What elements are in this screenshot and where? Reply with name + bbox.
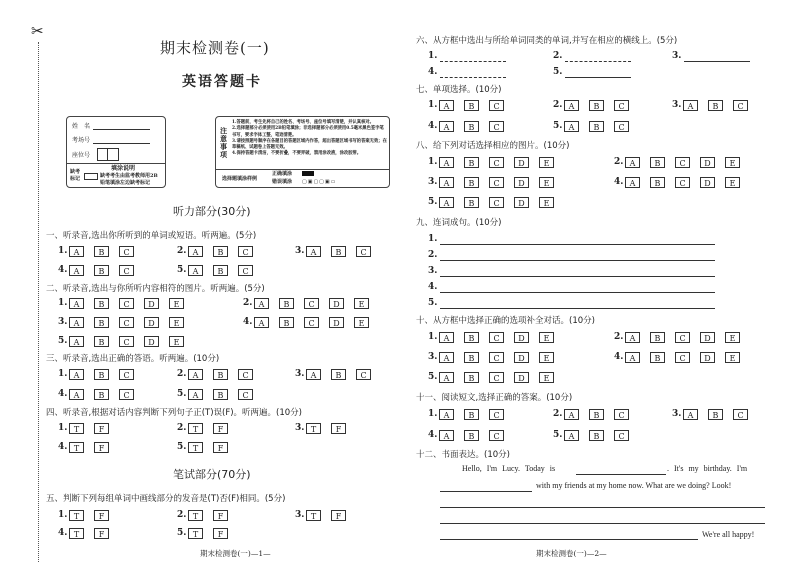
question-number: 5.: [177, 389, 187, 399]
answer-blank[interactable]: [565, 77, 631, 78]
answer-option-d[interactable]: D: [514, 332, 529, 343]
answer-option-b[interactable]: B: [331, 369, 346, 380]
answer-option-b[interactable]: B: [464, 100, 479, 111]
answer-option-d[interactable]: D: [514, 177, 529, 188]
question-number: 4.: [614, 352, 624, 362]
answer-option-a[interactable]: A: [439, 372, 454, 383]
answer-option-b[interactable]: B: [650, 352, 665, 363]
answer-option-b[interactable]: B: [213, 369, 228, 380]
writing-text-1a: Hello, I'm Lucy. Today is: [462, 464, 556, 473]
answer-option-d[interactable]: D: [329, 298, 344, 309]
answer-option-a[interactable]: A: [439, 352, 454, 363]
scissors-icon: ✂: [31, 22, 44, 40]
answer-option-e[interactable]: E: [725, 177, 740, 188]
writing-line-5[interactable]: [440, 539, 698, 540]
question-number: 2.: [177, 246, 187, 256]
answer-option-a[interactable]: A: [188, 369, 203, 380]
exam-room-label: 考场号: [72, 137, 91, 144]
answer-option-c[interactable]: C: [614, 100, 629, 111]
answer-option-a[interactable]: A: [69, 369, 84, 380]
answer-option-a[interactable]: A: [683, 409, 698, 420]
answer-option-e[interactable]: E: [354, 298, 369, 309]
section-heading: 八、给下列对话选择相应的图片。(10分): [416, 141, 570, 151]
absent-label: 缺考标记: [70, 169, 81, 182]
answer-option-b[interactable]: B: [464, 177, 479, 188]
correct-label: 正确填涂: [272, 171, 293, 177]
section-heading: 一、听录音,选出你所听到的单词或短语。听两遍。(5分): [46, 231, 257, 241]
answer-option-a[interactable]: A: [439, 409, 454, 420]
answer-option-e[interactable]: E: [539, 332, 554, 343]
answer-option-f[interactable]: F: [213, 510, 228, 521]
student-info-box: [66, 116, 166, 188]
answer-option-b[interactable]: B: [650, 157, 665, 168]
answer-option-e[interactable]: E: [354, 317, 369, 328]
answer-option-e[interactable]: E: [539, 372, 554, 383]
answer-option-b[interactable]: B: [464, 157, 479, 168]
answer-option-c[interactable]: C: [675, 177, 690, 188]
answer-option-b[interactable]: B: [279, 298, 294, 309]
answer-option-a[interactable]: A: [306, 246, 321, 257]
question-number: 4.: [58, 265, 68, 275]
writing-text-1b: . It's my birthday. I'm: [667, 464, 748, 473]
wrong-fill-examples: ▢▣▢▢▣▭: [302, 179, 337, 185]
question-number: 5.: [428, 197, 438, 207]
answer-option-b[interactable]: B: [464, 197, 479, 208]
answer-option-b[interactable]: B: [589, 121, 604, 132]
question-number: 1.: [428, 157, 438, 167]
answer-option-c[interactable]: C: [489, 409, 504, 420]
writing-text-2: with my friends at my home now. What are we doing? Look!: [536, 481, 732, 490]
answer-option-c[interactable]: C: [733, 409, 748, 420]
answer-option-a[interactable]: A: [188, 389, 203, 400]
answer-option-a[interactable]: A: [69, 389, 84, 400]
fill-text: 缺考考生由监考教师用2B铅笔填涂左边缺考标记: [100, 173, 158, 186]
question-number: 1.: [58, 369, 68, 379]
answer-option-c[interactable]: C: [489, 197, 504, 208]
answer-option-d[interactable]: D: [144, 336, 159, 347]
answer-option-b[interactable]: B: [94, 317, 109, 328]
answer-option-c[interactable]: C: [304, 298, 319, 309]
answer-option-d[interactable]: D: [514, 197, 529, 208]
answer-option-c[interactable]: C: [119, 317, 134, 328]
answer-option-b[interactable]: B: [589, 430, 604, 441]
answer-option-b[interactable]: B: [650, 332, 665, 343]
section-heading: 十、从方框中选择正确的选项补全对话。(10分): [416, 316, 595, 326]
answer-option-a[interactable]: A: [188, 265, 203, 276]
answer-option-a[interactable]: A: [69, 298, 84, 309]
question-number: 3.: [428, 266, 438, 276]
question-number: 4.: [58, 442, 68, 452]
answer-option-f[interactable]: F: [331, 510, 346, 521]
question-number: 4.: [614, 177, 624, 187]
question-number: 4.: [428, 121, 438, 131]
answer-option-b[interactable]: B: [589, 409, 604, 420]
answer-option-f[interactable]: F: [331, 423, 346, 434]
answer-option-c[interactable]: C: [119, 369, 134, 380]
answer-option-t[interactable]: T: [188, 528, 203, 539]
answer-option-c[interactable]: C: [356, 246, 371, 257]
question-number: 1.: [58, 510, 68, 520]
section-heading: 十一、阅读短文,选择正确的答案。(10分): [416, 393, 573, 403]
writing-blank-2[interactable]: [440, 491, 532, 492]
section-heading: 六、从方框中选出与所给单词同类的单词,并写在相应的横线上。(5分): [416, 36, 678, 46]
answer-line[interactable]: [440, 308, 715, 309]
answer-option-c[interactable]: C: [119, 246, 134, 257]
answer-option-c[interactable]: C: [119, 336, 134, 347]
answer-option-b[interactable]: B: [650, 177, 665, 188]
fill-title: 填涂说明: [111, 165, 136, 172]
question-number: 5.: [428, 372, 438, 382]
answer-option-c[interactable]: C: [614, 409, 629, 420]
answer-option-e[interactable]: E: [169, 298, 184, 309]
answer-option-c[interactable]: C: [489, 332, 504, 343]
question-number: 4.: [58, 528, 68, 538]
answer-option-c[interactable]: C: [489, 372, 504, 383]
answer-option-b[interactable]: B: [213, 389, 228, 400]
answer-blank[interactable]: [440, 61, 506, 62]
question-number: 1.: [58, 246, 68, 256]
question-number: 1.: [428, 100, 438, 110]
question-number: 4.: [243, 317, 253, 327]
exam-room-field[interactable]: [93, 143, 150, 144]
answer-option-t[interactable]: T: [306, 423, 321, 434]
section-heading: 九、连词成句。(10分): [416, 218, 502, 228]
answer-option-b[interactable]: B: [331, 246, 346, 257]
answer-option-a[interactable]: A: [625, 157, 640, 168]
note-item: 2.选择题部分必须使用2B铅笔填涂；非选择题部分必须使用0.5毫米黑色签字笔书写，要求字体工整，笔迹清楚。: [232, 126, 384, 138]
question-number: 5.: [553, 67, 563, 77]
answer-option-d[interactable]: D: [700, 157, 715, 168]
answer-option-e[interactable]: E: [725, 352, 740, 363]
answer-option-a[interactable]: A: [439, 197, 454, 208]
question-number: 2.: [614, 332, 624, 342]
answer-option-b[interactable]: B: [94, 369, 109, 380]
answer-option-e[interactable]: E: [725, 332, 740, 343]
answer-option-c[interactable]: C: [304, 317, 319, 328]
question-number: 5.: [428, 298, 438, 308]
answer-option-c[interactable]: C: [119, 265, 134, 276]
answer-option-a[interactable]: A: [439, 430, 454, 441]
answer-option-a[interactable]: A: [306, 369, 321, 380]
question-number: 1.: [428, 51, 438, 61]
answer-option-b[interactable]: B: [279, 317, 294, 328]
answer-option-c[interactable]: C: [614, 121, 629, 132]
writing-text-5: We're all happy!: [702, 530, 755, 539]
answer-option-c[interactable]: C: [675, 332, 690, 343]
answer-option-b[interactable]: B: [94, 298, 109, 309]
answer-option-a[interactable]: A: [69, 246, 84, 257]
answer-option-b[interactable]: B: [589, 100, 604, 111]
wrong-label: 错误填涂: [272, 179, 293, 185]
answer-option-t[interactable]: T: [188, 510, 203, 521]
correct-fill-example: [302, 171, 314, 176]
answer-option-f[interactable]: F: [213, 442, 228, 453]
question-number: 3.: [58, 317, 68, 327]
answer-option-c[interactable]: C: [238, 389, 253, 400]
answer-option-e[interactable]: E: [725, 157, 740, 168]
page-subtitle: 英语答题卡: [182, 74, 262, 90]
answer-option-t[interactable]: T: [188, 423, 203, 434]
question-number: 3.: [295, 246, 305, 256]
answer-option-c[interactable]: C: [238, 265, 253, 276]
answer-option-a[interactable]: A: [188, 246, 203, 257]
question-number: 1.: [428, 409, 438, 419]
answer-option-c[interactable]: C: [614, 430, 629, 441]
section-heading: 二、听录音,选出与你所听内容相符的图片。听两遍。(5分): [46, 284, 265, 294]
answer-option-c[interactable]: C: [675, 157, 690, 168]
answer-option-a[interactable]: A: [625, 332, 640, 343]
question-number: 1.: [58, 298, 68, 308]
question-number: 3.: [295, 423, 305, 433]
question-number: 2.: [177, 510, 187, 520]
section-heading: 七、单项选择。(10分): [416, 85, 502, 95]
answer-option-a[interactable]: A: [625, 352, 640, 363]
question-number: 5.: [177, 265, 187, 275]
answer-option-d[interactable]: D: [700, 352, 715, 363]
absent-mark-box[interactable]: [84, 173, 98, 180]
answer-option-f[interactable]: F: [213, 423, 228, 434]
answer-option-a[interactable]: A: [564, 409, 579, 420]
answer-option-e[interactable]: E: [539, 177, 554, 188]
writing-line-3[interactable]: [440, 507, 765, 508]
answer-option-t[interactable]: T: [188, 442, 203, 453]
writing-part-title: 笔试部分(70分): [173, 468, 251, 481]
answer-option-b[interactable]: B: [464, 372, 479, 383]
question-number: 4.: [428, 430, 438, 440]
question-number: 4.: [428, 282, 438, 292]
answer-option-b[interactable]: B: [464, 409, 479, 420]
question-number: 3.: [295, 510, 305, 520]
answer-option-t[interactable]: T: [69, 442, 84, 453]
answer-option-d[interactable]: D: [514, 352, 529, 363]
question-number: 5.: [553, 430, 563, 440]
cut-line: [38, 42, 39, 562]
section-heading: 四、听录音,根据对话内容判断下列句子正(T)误(F)。听两遍。(10分): [46, 408, 302, 418]
answer-option-a[interactable]: A: [439, 157, 454, 168]
question-number: 2.: [428, 250, 438, 260]
answer-option-a[interactable]: A: [69, 265, 84, 276]
answer-option-f[interactable]: F: [94, 423, 109, 434]
answer-option-c[interactable]: C: [489, 157, 504, 168]
answer-option-e[interactable]: E: [169, 336, 184, 347]
question-number: 2.: [553, 51, 563, 61]
answer-option-t[interactable]: T: [69, 510, 84, 521]
answer-option-c[interactable]: C: [119, 389, 134, 400]
answer-option-c[interactable]: C: [238, 369, 253, 380]
footer-page-2: 期末检测卷(一)—2—: [536, 549, 607, 558]
answer-option-f[interactable]: F: [94, 442, 109, 453]
answer-option-b[interactable]: B: [213, 265, 228, 276]
question-number: 3.: [672, 409, 682, 419]
answer-blank[interactable]: [440, 77, 506, 78]
notes-label: 注意事项: [220, 126, 227, 159]
question-number: 2.: [553, 409, 563, 419]
answer-option-c[interactable]: C: [675, 352, 690, 363]
question-number: 5.: [177, 442, 187, 452]
answer-option-b[interactable]: B: [464, 352, 479, 363]
answer-option-b[interactable]: B: [94, 336, 109, 347]
answer-option-a[interactable]: A: [564, 430, 579, 441]
answer-option-b[interactable]: B: [94, 265, 109, 276]
answer-option-a[interactable]: A: [439, 332, 454, 343]
note-item: 1.答题前，考生先将自己的姓名、考场号、座位号填写清楚，并认真核对。: [232, 120, 374, 125]
answer-option-a[interactable]: A: [254, 298, 269, 309]
answer-option-f[interactable]: F: [94, 510, 109, 521]
answer-option-t[interactable]: T: [69, 528, 84, 539]
answer-option-c[interactable]: C: [733, 100, 748, 111]
answer-option-e[interactable]: E: [169, 317, 184, 328]
question-number: 5.: [553, 121, 563, 131]
question-number: 2.: [614, 157, 624, 167]
answer-option-d[interactable]: D: [514, 157, 529, 168]
question-number: 2.: [177, 423, 187, 433]
writing-blank-1[interactable]: [576, 474, 666, 475]
note-item: 3.请按照题号顺序在各题目的答题区域内作答，超出答题区域书写的答案无效；在草稿纸、试题卷上答题无效。: [232, 138, 387, 151]
question-number: 1.: [58, 423, 68, 433]
answer-option-c[interactable]: C: [356, 369, 371, 380]
answer-line[interactable]: [440, 260, 715, 261]
answer-option-b[interactable]: B: [94, 246, 109, 257]
question-number: 3.: [428, 177, 438, 187]
answer-option-d[interactable]: D: [144, 317, 159, 328]
answer-option-a[interactable]: A: [439, 121, 454, 132]
answer-line[interactable]: [440, 244, 715, 245]
notes-box: [215, 116, 390, 188]
question-number: 2.: [553, 100, 563, 110]
section-heading: 三、听录音,选出正确的答语。听两遍。(10分): [46, 354, 220, 364]
answer-option-a[interactable]: A: [69, 336, 84, 347]
answer-option-t[interactable]: T: [306, 510, 321, 521]
answer-option-e[interactable]: E: [539, 352, 554, 363]
question-number: 2.: [177, 369, 187, 379]
answer-option-b[interactable]: B: [464, 121, 479, 132]
answer-line[interactable]: [440, 276, 715, 277]
question-number: 5.: [177, 528, 187, 538]
answer-line[interactable]: [440, 292, 715, 293]
answer-option-b[interactable]: B: [708, 409, 723, 420]
answer-option-a[interactable]: A: [625, 177, 640, 188]
answer-option-c[interactable]: C: [489, 352, 504, 363]
question-number: 4.: [58, 389, 68, 399]
note-item: 4.保持答题卡清洁，不要折叠，不要弄破，禁用涂改液，涂改胶带。: [232, 151, 362, 157]
question-number: 3.: [295, 369, 305, 379]
answer-option-c[interactable]: C: [489, 100, 504, 111]
answer-option-c[interactable]: C: [489, 177, 504, 188]
answer-option-b[interactable]: B: [464, 332, 479, 343]
answer-option-a[interactable]: A: [439, 177, 454, 188]
answer-option-c[interactable]: C: [489, 430, 504, 441]
question-number: 3.: [672, 51, 682, 61]
answer-option-d[interactable]: D: [144, 298, 159, 309]
question-number: 5.: [58, 336, 68, 346]
answer-blank[interactable]: [565, 61, 631, 62]
answer-option-f[interactable]: F: [213, 528, 228, 539]
question-number: 1.: [428, 332, 438, 342]
section-heading: 五、判断下列每组单词中画线部分的发音是(T)否(F)相同。(5分): [46, 494, 286, 504]
footer-page-1: 期末检测卷(一)—1—: [200, 549, 271, 558]
answer-option-d[interactable]: D: [514, 372, 529, 383]
answer-option-a[interactable]: A: [564, 121, 579, 132]
page-title: 期末检测卷(一): [160, 39, 270, 57]
answer-option-c[interactable]: C: [238, 246, 253, 257]
name-field[interactable]: [93, 129, 150, 130]
listening-part-title: 听力部分(30分): [173, 205, 251, 218]
example-label: 选择题填涂样例: [222, 176, 258, 182]
seat-field[interactable]: [97, 148, 119, 161]
answer-option-d[interactable]: D: [700, 332, 715, 343]
answer-option-d[interactable]: D: [329, 317, 344, 328]
answer-blank[interactable]: [684, 61, 750, 62]
answer-option-c[interactable]: C: [119, 298, 134, 309]
answer-option-c[interactable]: C: [489, 121, 504, 132]
question-number: 2.: [243, 298, 253, 308]
answer-option-b[interactable]: B: [213, 246, 228, 257]
question-number: 4.: [428, 67, 438, 77]
answer-option-a[interactable]: A: [564, 100, 579, 111]
question-number: 1.: [428, 234, 438, 244]
answer-option-b[interactable]: B: [94, 389, 109, 400]
answer-option-f[interactable]: F: [94, 528, 109, 539]
seat-label: 座位号: [72, 152, 91, 159]
writing-line-4[interactable]: [440, 523, 765, 524]
section-heading: 十二、书面表达。(10分): [416, 450, 510, 460]
answer-option-t[interactable]: T: [69, 423, 84, 434]
question-number: 3.: [428, 352, 438, 362]
answer-option-a[interactable]: A: [683, 100, 698, 111]
answer-option-a[interactable]: A: [69, 317, 84, 328]
name-label: 姓 名: [72, 123, 91, 130]
answer-option-e[interactable]: E: [539, 197, 554, 208]
question-number: 3.: [672, 100, 682, 110]
answer-option-a[interactable]: A: [439, 100, 454, 111]
answer-option-d[interactable]: D: [700, 177, 715, 188]
answer-option-e[interactable]: E: [539, 157, 554, 168]
answer-option-b[interactable]: B: [464, 430, 479, 441]
answer-option-a[interactable]: A: [254, 317, 269, 328]
answer-option-b[interactable]: B: [708, 100, 723, 111]
